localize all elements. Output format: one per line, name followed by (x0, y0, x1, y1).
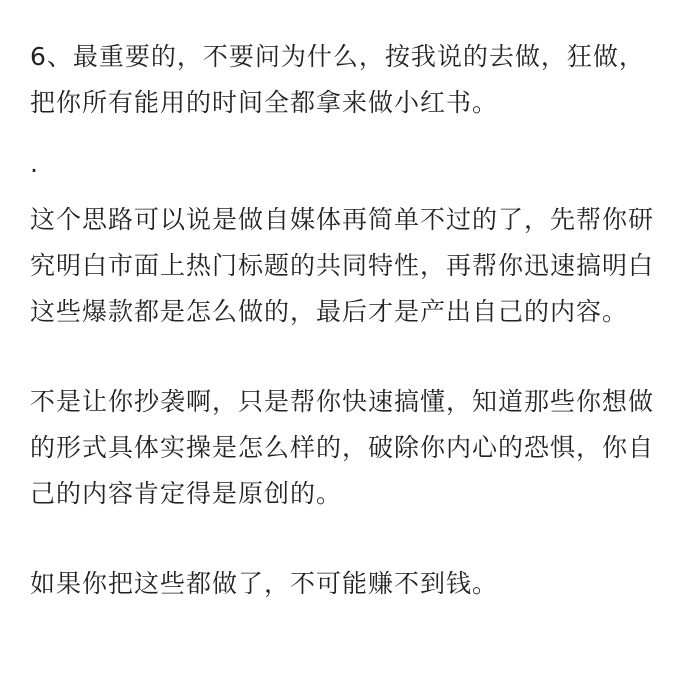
paragraph-step-6: 6、最重要的，不要问为什么，按我说的去做，狂做，把你所有能用的时间全都拿来做小红书。 (30, 42, 645, 117)
paragraph-not-plagiarism: 不是让你抄袭啊，只是帮你快速搞懂，知道那些你想做的形式具体实操是怎么样的，破除你内心的恐惧，你自己的内容肯定得是原创的。 (30, 387, 655, 508)
paragraph-approach: 这个思路可以说是做自媒体再简单不过的了，先帮你研究明白市面上热门标题的共同特性，再帮你迅速搞明白这些爆款都是怎么做的，最后才是产出自己的内容。 (30, 205, 655, 326)
article-body (30, 34, 660, 607)
separator-dot: · (30, 156, 38, 185)
paragraph-conclusion: 如果你把这些都做了，不可能赚不到钱。 (30, 569, 499, 598)
